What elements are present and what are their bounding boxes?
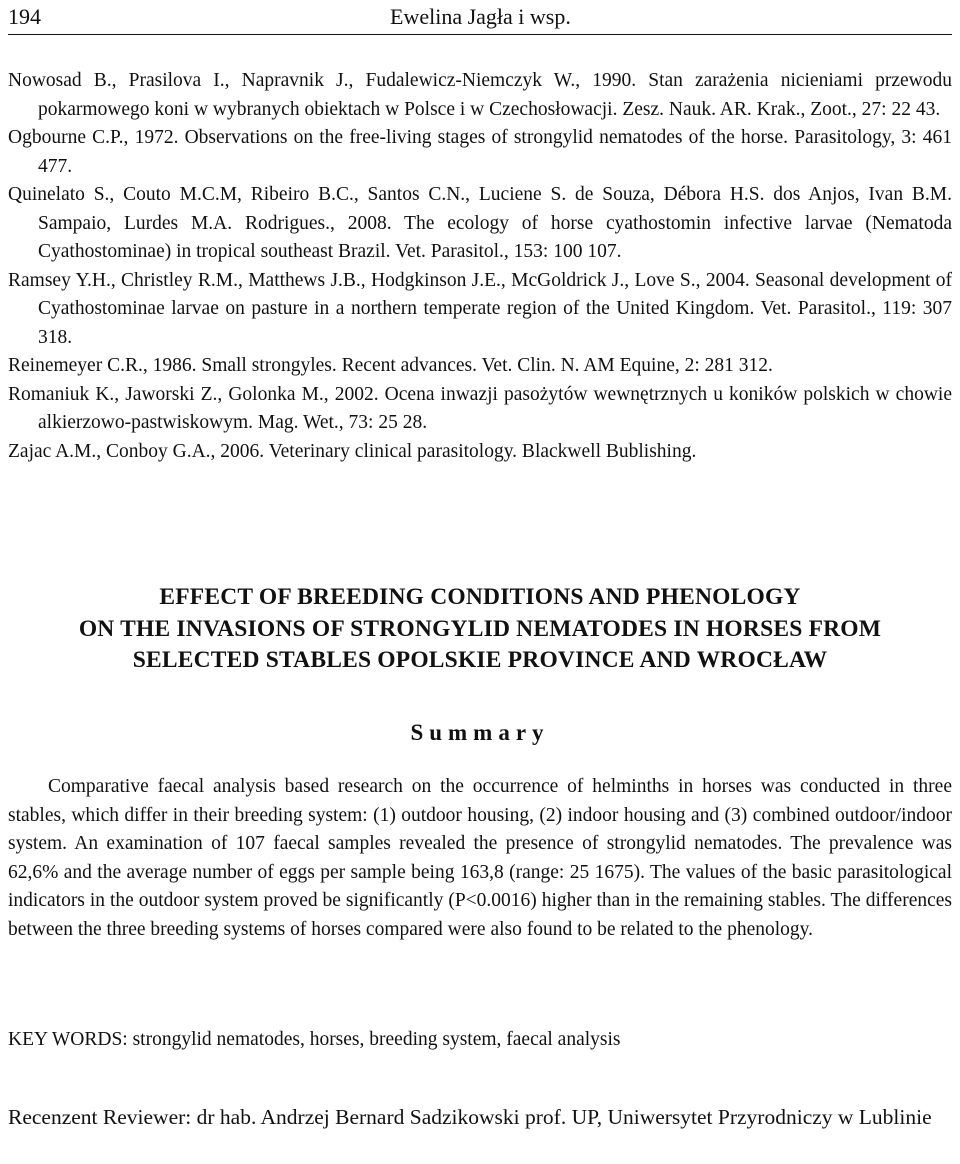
page-number: 194 (8, 4, 41, 29)
reference-nowosad: Nowosad B., Prasilova I., Napravnik J., Fudalewicz-Niemczyk W., 1990. Stan zarażenia nicieniami przewodu pokarmowego koni w wybranych obiektach w Polsce i w Czechosłowacji. Zesz. Nauk. AR. Krak., Zoot., 27: 22 43. (8, 70, 952, 120)
reference-ogbourne: Ogbourne C.P., 1972. Observations on the free-living stages of strongylid nematodes of the horse. Parasitology, 3: 461 477. (8, 127, 952, 177)
header-rule (8, 34, 952, 35)
reviewer-note: Recenzent Reviewer: dr hab. Andrzej Bernard Sadzikowski prof. UP, Uniwersytet Przyrodniczy w Lublinie (8, 1105, 932, 1129)
reference-quinelato: Quinelato S., Couto M.C.M, Ribeiro B.C., Santos C.N., Luciene S. de Souza, Débora H.S. dos Anjos, Ivan B.M. Sampaio, Lurdes M.A. Rodrigues., 2008. The ecology of horse cyathostomin infective larvae (Nematoda Cyathostominae) in tropical southeast Brazil. Vet. Parasitol., 153: 100 107. (8, 184, 952, 262)
running-title: Ewelina Jagła i wsp. (390, 4, 571, 29)
article-title-line-1: EFFECT OF BREEDING CONDITIONS AND PHENOLOGY (159, 584, 801, 610)
article-title-line-2: ON THE INVASIONS OF STRONGYLID NEMATODES IN HORSES FROM (78, 615, 882, 642)
reference-zajac: Zajac A.M., Conboy G.A., 2006. Veterinary clinical parasitology. Blackwell Bublishing. (8, 440, 697, 462)
reference-list (8, 67, 952, 466)
article-title-line-3: SELECTED STABLES OPOLSKIE PROVINCE AND WROCŁAW (132, 647, 828, 673)
keywords: KEY WORDS: strongylid nematodes, horses, breeding system, faecal analysis (8, 1029, 621, 1050)
summary-heading: Summary (410, 720, 550, 745)
article-title (0, 582, 960, 677)
reference-reinemeyer: Reinemeyer C.R., 1986. Small strongyles. Recent advances. Vet. Clin. N. AM Equine, 2: 281 312. (8, 355, 773, 376)
reference-ramsey: Ramsey Y.H., Christley R.M., Matthews J.B., Hodgkinson J.E., McGoldrick J., Love S., 2004. Seasonal development of Cyathostominae larvae on pasture in a northern temperate region of the United Kingdom. Vet. Parasitol., 119: 307 318. (8, 269, 952, 348)
summary-paragraph: Comparative faecal analysis based research on the occurrence of helminths in horses was conducted in three stables, which differ in their breeding system: (1) outdoor housing, (2) indoor housing and (3) combined outdoor/indoor system. An examination of 107 faecal samples revealed the presence of strongylid nematodes. The prevalence was 62,6% and the average number of eggs per sample being 163,8 (range: 25 1675). The values of the basic parasitological indicators in the outdoor system proved be significantly (P<0.0016) higher than in the remaining stables. The differences between the three breeding systems of horses compared were also found to be related to the phenology. (8, 776, 952, 940)
reference-romaniuk: Romaniuk K., Jaworski Z., Golonka M., 2002. Ocena inwazji pasożytów wewnętrznych u koników polskich w chowie alkierzowo-pastwiskowym. Mag. Wet., 73: 25 28. (8, 383, 952, 433)
running-head (8, 2, 952, 36)
